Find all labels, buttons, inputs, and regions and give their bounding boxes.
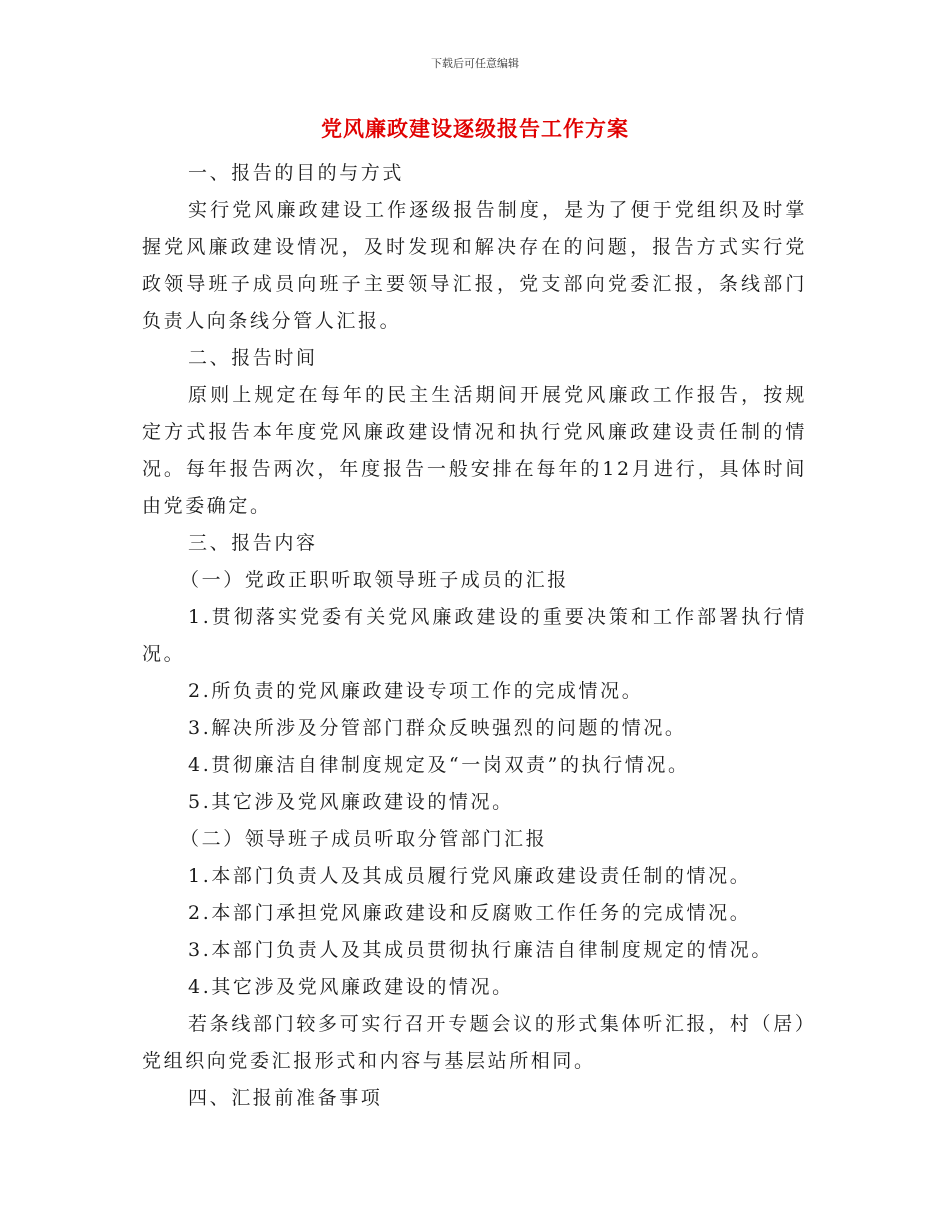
- list-item: 1.本部门负责人及其成员履行党风廉政建设责任制的情况。: [188, 865, 752, 887]
- section-3-note-paragraph: 若条线部门较多可实行召开专题会议的形式集体听汇报，村（居）党组织向党委汇报形式和内容与基层站所相同。: [142, 1013, 807, 1072]
- list-item: 4.贯彻廉洁自律制度规定及“一岗双责”的执行情况。: [188, 754, 690, 776]
- list-item: 2.本部门承担党风廉政建设和反腐败工作任务的完成情况。: [188, 902, 752, 924]
- section-3-heading: 三、报告内容: [188, 532, 318, 554]
- list-item: 4.其它涉及党风廉政建设的情况。: [188, 976, 514, 998]
- section-2-paragraph: 原则上规定在每年的民主生活期间开展党风廉政工作报告，按规定方式报告本年度党风廉政建设情况和执行党风廉政建设责任制的情况。每年报告两次，年度报告一般安排在每年的12月进行，具体时间由党委确定。: [142, 384, 807, 517]
- list-item: 1.贯彻落实党委有关党风廉政建设的重要决策和工作部署执行情况。: [142, 606, 807, 665]
- section-1-heading: 一、报告的目的与方式: [188, 162, 405, 184]
- section-2-heading: 二、报告时间: [188, 347, 318, 369]
- section-3-sub-2-heading: （二）领导班子成员听取分管部门汇报: [180, 828, 548, 850]
- document-title: 党风廉政建设逐级报告工作方案: [321, 116, 629, 141]
- document-body: [142, 155, 807, 1117]
- list-item: 3.解决所涉及分管部门群众反映强烈的问题的情况。: [188, 717, 687, 739]
- header-note: 下载后可任意编辑: [431, 57, 519, 70]
- section-1-paragraph: 实行党风廉政建设工作逐级报告制度，是为了便于党组织及时掌握党风廉政建设情况，及时发现和解决存在的问题，报告方式实行党政领导班子成员向班子主要领导汇报，党支部向党委汇报，条线部门负责人向条线分管人汇报。: [142, 199, 807, 332]
- list-item: 5.其它涉及党风廉政建设的情况。: [188, 791, 514, 813]
- list-item: 3.本部门负责人及其成员贯彻执行廉洁自律制度规定的情况。: [188, 939, 773, 961]
- list-item: 2.所负责的党风廉政建设专项工作的完成情况。: [188, 680, 644, 702]
- section-4-heading: 四、汇报前准备事项: [188, 1087, 383, 1109]
- section-3-sub-1-heading: （一）党政正职听取领导班子成员的汇报: [180, 569, 569, 591]
